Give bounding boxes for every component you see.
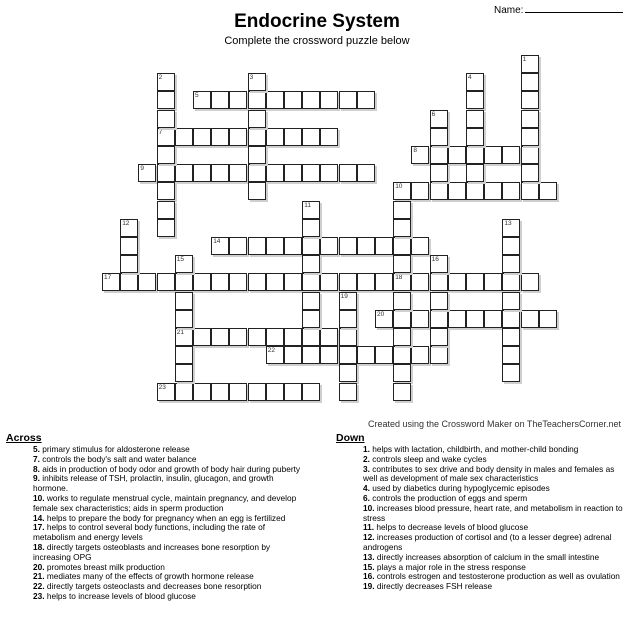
grid-cell[interactable]	[466, 146, 484, 164]
grid-cell[interactable]	[248, 273, 266, 291]
grid-cell[interactable]	[430, 128, 448, 146]
grid-cell[interactable]	[393, 182, 411, 200]
grid-cell[interactable]	[284, 383, 302, 401]
cell-number: 15	[176, 256, 185, 264]
cell-number: 4	[468, 74, 472, 82]
clue-number: 2.	[363, 453, 370, 464]
clue-text: inhibits release of TSH, prolactin, insulin, glucagon, and growth hormone.	[33, 473, 274, 494]
grid-cell[interactable]	[502, 255, 520, 273]
grid-cell[interactable]	[393, 364, 411, 382]
cell-number: 8	[413, 147, 418, 154]
grid-cell[interactable]	[411, 146, 429, 164]
grid-cell[interactable]	[484, 273, 502, 291]
grid-cell[interactable]	[120, 273, 138, 291]
grid-cell[interactable]	[284, 346, 302, 364]
grid-cell[interactable]	[502, 237, 520, 255]
grid-cell[interactable]	[248, 91, 266, 109]
clue-number: 11.	[363, 522, 375, 533]
grid-cell[interactable]	[120, 237, 138, 255]
grid-cell[interactable]	[175, 128, 193, 146]
grid-cell[interactable]	[193, 273, 211, 291]
across-clue	[6, 543, 306, 563]
cell-number: 16	[431, 256, 439, 264]
grid-cell[interactable]	[193, 383, 211, 401]
grid-cell[interactable]	[120, 255, 138, 273]
grid-cell[interactable]	[248, 383, 266, 401]
clue-text: contributes to sex drive and body density in males and females as well as development of male sex characteristics	[363, 463, 615, 484]
grid-cell[interactable]	[302, 219, 320, 237]
grid-cell[interactable]	[393, 328, 411, 346]
clue-number: 5.	[33, 444, 40, 454]
grid-cell[interactable]	[248, 110, 266, 128]
clue-number: 12.	[363, 532, 375, 543]
grid-cell[interactable]	[484, 310, 502, 328]
grid-cell[interactable]	[248, 146, 266, 164]
grid-cell[interactable]	[157, 273, 175, 291]
grid-cell[interactable]	[502, 310, 520, 328]
credit-line: Created using the Crossword Maker on TheTeachersCorner.net	[368, 419, 621, 429]
cell-number: 20	[377, 310, 385, 318]
grid-cell[interactable]	[229, 128, 247, 146]
clue-text: helps to increase levels of blood glucose	[46, 590, 196, 601]
grid-cell[interactable]	[284, 328, 302, 346]
grid-cell[interactable]	[302, 255, 320, 273]
cell-number: 3	[249, 74, 254, 82]
grid-cell[interactable]	[393, 346, 411, 364]
grid-cell[interactable]	[521, 310, 539, 328]
grid-cell[interactable]	[248, 128, 266, 146]
grid-cell[interactable]	[521, 91, 539, 109]
down-clue	[336, 533, 626, 553]
clue-number: 7.	[33, 453, 40, 464]
grid-cell[interactable]	[339, 237, 357, 255]
grid-cell[interactable]	[266, 273, 284, 291]
clue-number: 8.	[33, 463, 40, 474]
grid-cell[interactable]	[302, 237, 320, 255]
grid-cell[interactable]	[375, 237, 393, 255]
grid-cell[interactable]	[157, 182, 175, 200]
grid-cell[interactable]	[211, 91, 229, 109]
grid-cell[interactable]	[175, 310, 193, 328]
clue-text: controls the body's salt and water balance	[42, 453, 197, 464]
grid-cell[interactable]	[393, 310, 411, 328]
grid-cell[interactable]	[175, 328, 193, 346]
grid-cell[interactable]	[102, 273, 120, 291]
grid-cell[interactable]	[466, 110, 484, 128]
cell-number: 13	[504, 219, 512, 227]
grid-cell[interactable]	[357, 237, 375, 255]
clue-text: primary stimulus for aldosterone release	[42, 444, 190, 454]
grid-cell[interactable]	[430, 182, 448, 200]
cell-number: 11	[304, 201, 311, 209]
clue-number: 10.	[33, 492, 45, 503]
clue-number: 17.	[33, 522, 45, 533]
grid-cell[interactable]	[502, 219, 520, 237]
grid-cell[interactable]	[175, 383, 193, 401]
clue-number: 23.	[33, 590, 45, 601]
grid-cell[interactable]	[302, 346, 320, 364]
clue-text: increases production of cortisol and (to a lesser degree) adrenal androgens	[363, 532, 612, 552]
clue-number: 22.	[33, 581, 45, 592]
across-clues	[6, 432, 306, 602]
cell-number: 19	[340, 292, 348, 300]
grid-cell[interactable]	[157, 201, 175, 219]
grid-cell[interactable]	[284, 164, 302, 182]
clue-number: 15.	[363, 561, 375, 572]
grid-cell[interactable]	[484, 182, 502, 200]
grid-cell[interactable]	[521, 128, 539, 146]
grid-cell[interactable]	[339, 346, 357, 364]
clue-number: 20.	[33, 561, 45, 572]
grid-cell[interactable]	[211, 273, 229, 291]
grid-cell[interactable]	[448, 310, 466, 328]
page-title: Endocrine System	[234, 11, 400, 32]
down-clue	[336, 465, 626, 485]
grid-cell[interactable]	[430, 110, 448, 128]
grid-cell[interactable]	[248, 164, 266, 182]
clue-number: 9.	[33, 473, 40, 484]
grid-cell[interactable]	[302, 383, 320, 401]
grid-cell[interactable]	[521, 110, 539, 128]
grid-cell[interactable]	[266, 328, 284, 346]
grid-cell[interactable]	[521, 146, 539, 164]
grid-cell[interactable]	[211, 164, 229, 182]
clue-number: 6.	[363, 492, 370, 503]
grid-cell[interactable]	[193, 328, 211, 346]
clue-text: aids in production of body odor and growth of body hair during puberty	[42, 463, 301, 474]
grid-cell[interactable]	[339, 273, 357, 291]
grid-cell[interactable]	[175, 346, 193, 364]
grid-cell[interactable]	[466, 310, 484, 328]
grid-cell[interactable]	[411, 273, 429, 291]
name-label: Name:	[494, 5, 524, 16]
grid-cell[interactable]	[539, 310, 557, 328]
grid-cell[interactable]	[430, 255, 448, 273]
clue-text: controls estrogen and testosterone production as well as ovulation	[376, 571, 620, 582]
clue-text: mediates many of the effects of growth hormone release	[46, 571, 254, 582]
grid-cell[interactable]	[248, 237, 266, 255]
grid-cell[interactable]	[229, 273, 247, 291]
grid-cell[interactable]	[339, 91, 357, 109]
clue-number: 1.	[363, 444, 370, 454]
clue-text: helps to prepare the body for pregnancy when an egg is fertilized	[46, 512, 286, 523]
grid-cell[interactable]	[393, 383, 411, 401]
grid-cell[interactable]	[229, 328, 247, 346]
grid-cell[interactable]	[393, 292, 411, 310]
grid-cell[interactable]	[521, 182, 539, 200]
grid-cell[interactable]	[502, 146, 520, 164]
across-clue	[6, 494, 306, 514]
grid-cell[interactable]	[339, 364, 357, 382]
grid-cell[interactable]	[521, 73, 539, 91]
clue-number: 16.	[363, 571, 375, 582]
clue-text: increases blood pressure, heart rate, and metabolism in reaction to stress	[363, 502, 623, 523]
clue-text: works to regulate menstrual cycle, maintain pregnancy, and develop female sex characteristics; aids in sperm production	[33, 492, 297, 513]
grid-cell[interactable]	[248, 328, 266, 346]
grid-cell[interactable]	[157, 383, 175, 401]
grid-cell[interactable]	[502, 273, 520, 291]
cell-number: 2	[158, 74, 163, 82]
grid-cell[interactable]	[229, 164, 247, 182]
grid-cell[interactable]	[339, 383, 357, 401]
grid-cell[interactable]	[175, 292, 193, 310]
grid-cell[interactable]	[157, 73, 175, 91]
grid-cell[interactable]	[175, 273, 193, 291]
grid-cell[interactable]	[466, 273, 484, 291]
grid-cell[interactable]	[175, 255, 193, 273]
grid-cell[interactable]	[502, 364, 520, 382]
grid-cell[interactable]	[229, 383, 247, 401]
grid-cell[interactable]	[193, 164, 211, 182]
grid-cell[interactable]	[211, 383, 229, 401]
grid-cell[interactable]	[357, 164, 375, 182]
cell-number: 17	[104, 274, 112, 282]
cell-number: 18	[395, 274, 403, 282]
grid-cell[interactable]	[411, 346, 429, 364]
grid-cell[interactable]	[284, 273, 302, 291]
grid-cell[interactable]	[302, 328, 320, 346]
grid-cell[interactable]	[266, 237, 284, 255]
grid-cell[interactable]	[193, 91, 211, 109]
grid-cell[interactable]	[266, 164, 284, 182]
grid-cell[interactable]	[339, 164, 357, 182]
grid-cell[interactable]	[375, 310, 393, 328]
grid-cell[interactable]	[302, 292, 320, 310]
grid-cell[interactable]	[211, 128, 229, 146]
grid-cell[interactable]	[539, 182, 557, 200]
grid-cell[interactable]	[466, 73, 484, 91]
grid-cell[interactable]	[430, 346, 448, 364]
clue-text: directly targets osteoclasts and decreases bone resorption	[46, 581, 262, 592]
grid-cell[interactable]	[339, 328, 357, 346]
grid-cell[interactable]	[302, 310, 320, 328]
grid-cell[interactable]	[266, 346, 284, 364]
clue-text: controls sleep and wake cycles	[372, 453, 487, 464]
clue-text: directly decreases FSH release	[376, 581, 493, 592]
grid-cell[interactable]	[120, 219, 138, 237]
grid-cell[interactable]	[502, 182, 520, 200]
cell-number: 1	[522, 56, 527, 63]
grid-cell[interactable]	[448, 273, 466, 291]
clue-number: 3.	[363, 463, 370, 474]
grid-cell[interactable]	[375, 273, 393, 291]
grid-cell[interactable]	[157, 128, 175, 146]
grid-cell[interactable]	[248, 182, 266, 200]
cell-number: 14	[213, 238, 221, 245]
grid-cell[interactable]	[339, 292, 357, 310]
grid-cell[interactable]	[502, 328, 520, 346]
grid-cell[interactable]	[411, 310, 429, 328]
grid-cell[interactable]	[302, 273, 320, 291]
cell-number: 10	[395, 183, 403, 191]
grid-cell[interactable]	[266, 91, 284, 109]
cell-number: 22	[267, 347, 276, 355]
grid-cell[interactable]	[521, 55, 539, 73]
grid-cell[interactable]	[411, 237, 429, 255]
clue-number: 13.	[363, 551, 375, 562]
clue-number: 19.	[363, 581, 375, 592]
grid-cell[interactable]	[320, 346, 338, 364]
grid-cell[interactable]	[521, 164, 539, 182]
grid-cell[interactable]	[320, 273, 338, 291]
grid-cell[interactable]	[357, 273, 375, 291]
grid-cell[interactable]	[138, 164, 156, 182]
clue-number: 21.	[33, 571, 45, 582]
grid-cell[interactable]	[430, 146, 448, 164]
grid-cell[interactable]	[284, 237, 302, 255]
across-heading: Across	[6, 432, 42, 444]
grid-cell[interactable]	[157, 219, 175, 237]
grid-cell[interactable]	[193, 128, 211, 146]
grid-cell[interactable]	[229, 91, 247, 109]
grid-cell[interactable]	[502, 292, 520, 310]
cell-number: 7	[158, 128, 163, 136]
grid-cell[interactable]	[320, 237, 338, 255]
grid-cell[interactable]	[411, 182, 429, 200]
grid-cell[interactable]	[248, 73, 266, 91]
clue-text: helps to decrease levels of blood glucose	[376, 522, 529, 533]
grid-cell[interactable]	[448, 182, 466, 200]
clue-text: directly increases absorption of calcium in the small intestine	[376, 551, 600, 562]
across-clue	[6, 592, 306, 602]
grid-cell[interactable]	[320, 128, 338, 146]
clue-text: helps with lactation, childbirth, and mother-child bonding	[372, 444, 579, 454]
clue-text: plays a major role in the stress response	[376, 561, 526, 572]
down-clue	[336, 582, 626, 592]
clue-number: 4.	[363, 483, 370, 494]
grid-cell[interactable]	[484, 146, 502, 164]
grid-cell[interactable]	[430, 328, 448, 346]
grid-cell[interactable]	[302, 164, 320, 182]
grid-cell[interactable]	[320, 91, 338, 109]
grid-cell[interactable]	[284, 128, 302, 146]
down-clues	[336, 432, 626, 592]
grid-cell[interactable]	[502, 346, 520, 364]
grid-cell[interactable]	[302, 128, 320, 146]
cell-number: 12	[122, 219, 130, 227]
grid-cell[interactable]	[320, 164, 338, 182]
grid-cell[interactable]	[357, 346, 375, 364]
grid-cell[interactable]	[357, 91, 375, 109]
clue-text: controls the production of eggs and sperm	[372, 492, 528, 503]
grid-cell[interactable]	[302, 91, 320, 109]
down-clue	[336, 504, 626, 524]
grid-cell[interactable]	[448, 146, 466, 164]
clue-number: 10.	[363, 502, 375, 513]
clue-text: used by diabetics during hypoglycemic episodes	[372, 483, 550, 494]
grid-cell[interactable]	[393, 255, 411, 273]
grid-cell[interactable]	[430, 292, 448, 310]
grid-cell[interactable]	[393, 273, 411, 291]
down-heading: Down	[336, 432, 365, 444]
cell-number: 21	[176, 329, 185, 336]
cell-number: 5	[195, 92, 199, 100]
cell-number: 9	[140, 165, 145, 173]
grid-cell[interactable]	[284, 91, 302, 109]
grid-cell[interactable]	[393, 201, 411, 219]
grid-cell[interactable]	[466, 164, 484, 182]
cell-number: 23	[158, 383, 166, 391]
grid-cell[interactable]	[229, 237, 247, 255]
grid-cell[interactable]	[430, 164, 448, 182]
grid-cell[interactable]	[157, 146, 175, 164]
grid-cell[interactable]	[266, 128, 284, 146]
grid-cell[interactable]	[430, 273, 448, 291]
grid-cell[interactable]	[466, 91, 484, 109]
grid-cell[interactable]	[175, 364, 193, 382]
grid-cell[interactable]	[302, 201, 320, 219]
page-subtitle: Complete the crossword puzzle below	[224, 35, 410, 47]
clue-text: promotes breast milk production	[46, 561, 165, 572]
across-clue	[6, 523, 306, 543]
grid-cell[interactable]	[393, 237, 411, 255]
grid-cell[interactable]	[157, 91, 175, 109]
grid-cell[interactable]	[266, 383, 284, 401]
clue-text: directly targets osteoblasts and increases bone resorption by increasing OPG	[33, 541, 271, 562]
grid-cell[interactable]	[157, 110, 175, 128]
grid-cell[interactable]	[157, 164, 175, 182]
grid-cell[interactable]	[138, 273, 156, 291]
clue-number: 14.	[33, 512, 45, 523]
grid-cell[interactable]	[339, 310, 357, 328]
grid-cell[interactable]	[393, 219, 411, 237]
across-clue	[6, 474, 306, 494]
grid-cell[interactable]	[211, 328, 229, 346]
grid-cell[interactable]	[430, 310, 448, 328]
grid-cell[interactable]	[211, 237, 229, 255]
grid-cell[interactable]	[375, 346, 393, 364]
grid-cell[interactable]	[466, 182, 484, 200]
grid-cell[interactable]	[175, 164, 193, 182]
cell-number: 6	[431, 110, 436, 118]
clue-text: helps to control several body functions, including the rate of metabolism and energy levels	[33, 522, 266, 543]
clue-number: 18.	[33, 541, 45, 552]
grid-cell[interactable]	[521, 273, 539, 291]
grid-cell[interactable]	[466, 128, 484, 146]
grid-cell[interactable]	[320, 328, 338, 346]
